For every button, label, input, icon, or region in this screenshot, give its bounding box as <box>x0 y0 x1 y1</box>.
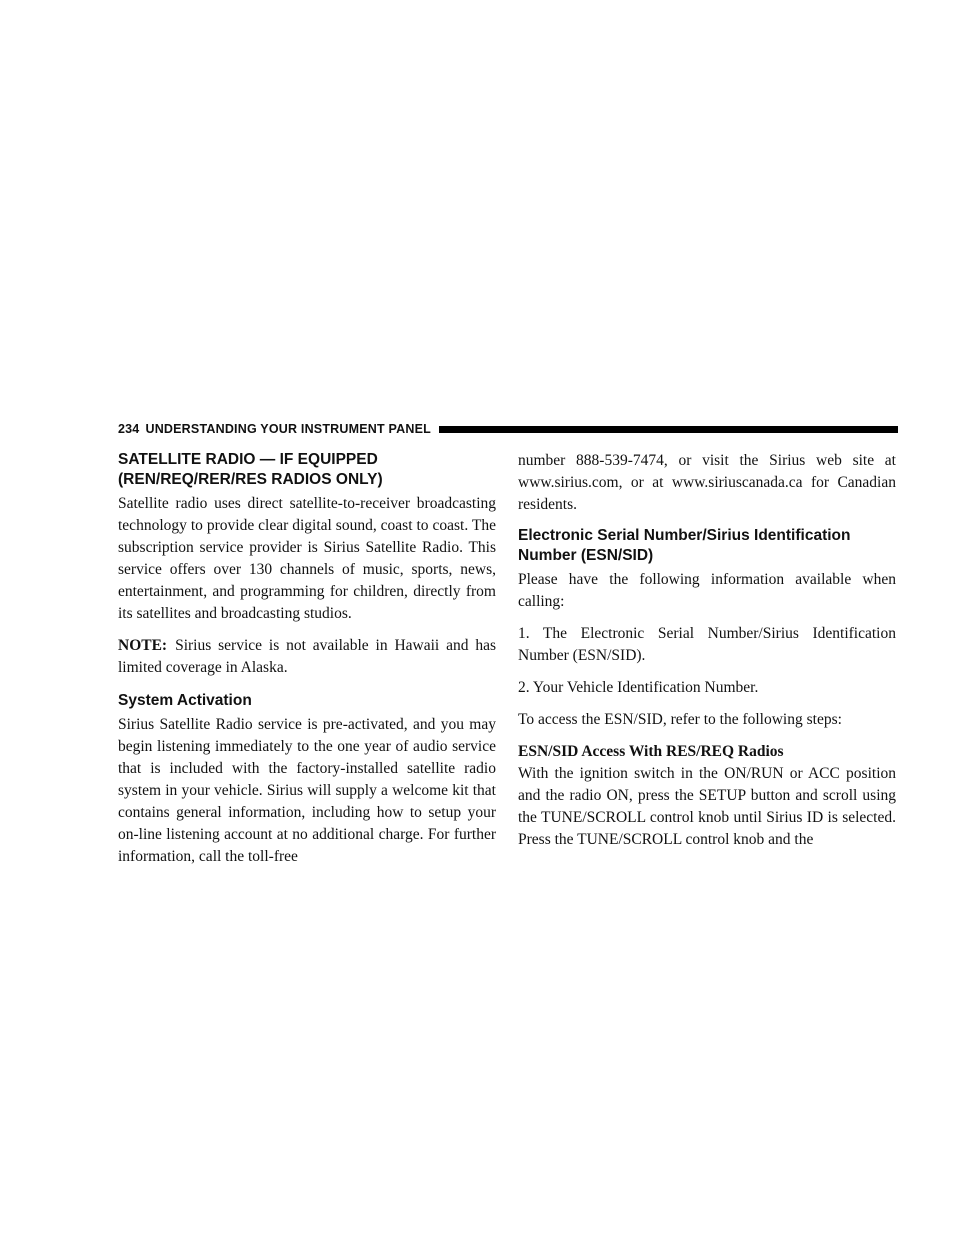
system-activation-heading: System Activation <box>118 692 252 709</box>
intro-paragraph: Satellite radio uses direct satellite-to-receiver broadcasting technology to provide clear digital sound, coast to coast. The subscription service provider is Sirius Satellite Radio. This service offers over 130 channels of music, sports, news, entertainment, and programming for children, directly from its satellites and broadcasting studios. <box>118 495 496 622</box>
running-head: UNDERSTANDING YOUR INSTRUMENT PANEL <box>145 422 431 436</box>
note-paragraph <box>118 635 496 679</box>
section-title-line-1: SATELLITE RADIO — IF EQUIPPED <box>118 451 378 468</box>
list-item-1: 1. The Electronic Serial Number/Sirius Identification Number (ESN/SID). <box>518 625 896 664</box>
left-column <box>118 450 496 868</box>
activation-paragraph: Sirius Satellite Radio service is pre-activated, and you may begin listening immediately to the one year of audio service that is included with the factory-installed satellite radio system in your vehicle. Sirius will supply a welcome kit that contains general information, including how to setup your on-line listening account at no additional charge. For further information, call the toll-free <box>118 716 496 865</box>
section-title <box>118 450 496 490</box>
access-heading: ESN/SID Access With RES/REQ Radios <box>518 743 784 760</box>
list-item-2: 2. Your Vehicle Identification Number. <box>518 679 759 696</box>
esn-intro-paragraph: Please have the following information available when calling: <box>518 571 896 610</box>
right-column <box>518 450 896 851</box>
page-header <box>118 419 898 439</box>
esn-heading <box>518 526 896 566</box>
access-intro-paragraph: To access the ESN/SID, refer to the following steps: <box>518 711 842 728</box>
section-title-line-2: (REN/REQ/RER/RES RADIOS ONLY) <box>118 471 383 488</box>
note-text: Sirius service is not available in Hawaii and has limited coverage in Alaska. <box>118 637 496 676</box>
esn-heading-line-1: Electronic Serial Number/Sirius Identification <box>518 527 851 544</box>
continued-paragraph: number 888-539-7474, or visit the Sirius web site at www.sirius.com, or at www.siriuscanada.ca for Canadian residents. <box>518 452 896 513</box>
page-number: 234 <box>118 422 140 436</box>
esn-heading-line-2: Number (ESN/SID) <box>518 547 654 564</box>
header-rule <box>439 426 898 433</box>
note-label: NOTE: <box>118 637 168 654</box>
access-paragraph: With the ignition switch in the ON/RUN or ACC position and the radio ON, press the SETUP button and scroll using the TUNE/SCROLL control knob until Sirius ID is selected. Press the TUNE/SCROLL control knob and the <box>518 765 896 848</box>
